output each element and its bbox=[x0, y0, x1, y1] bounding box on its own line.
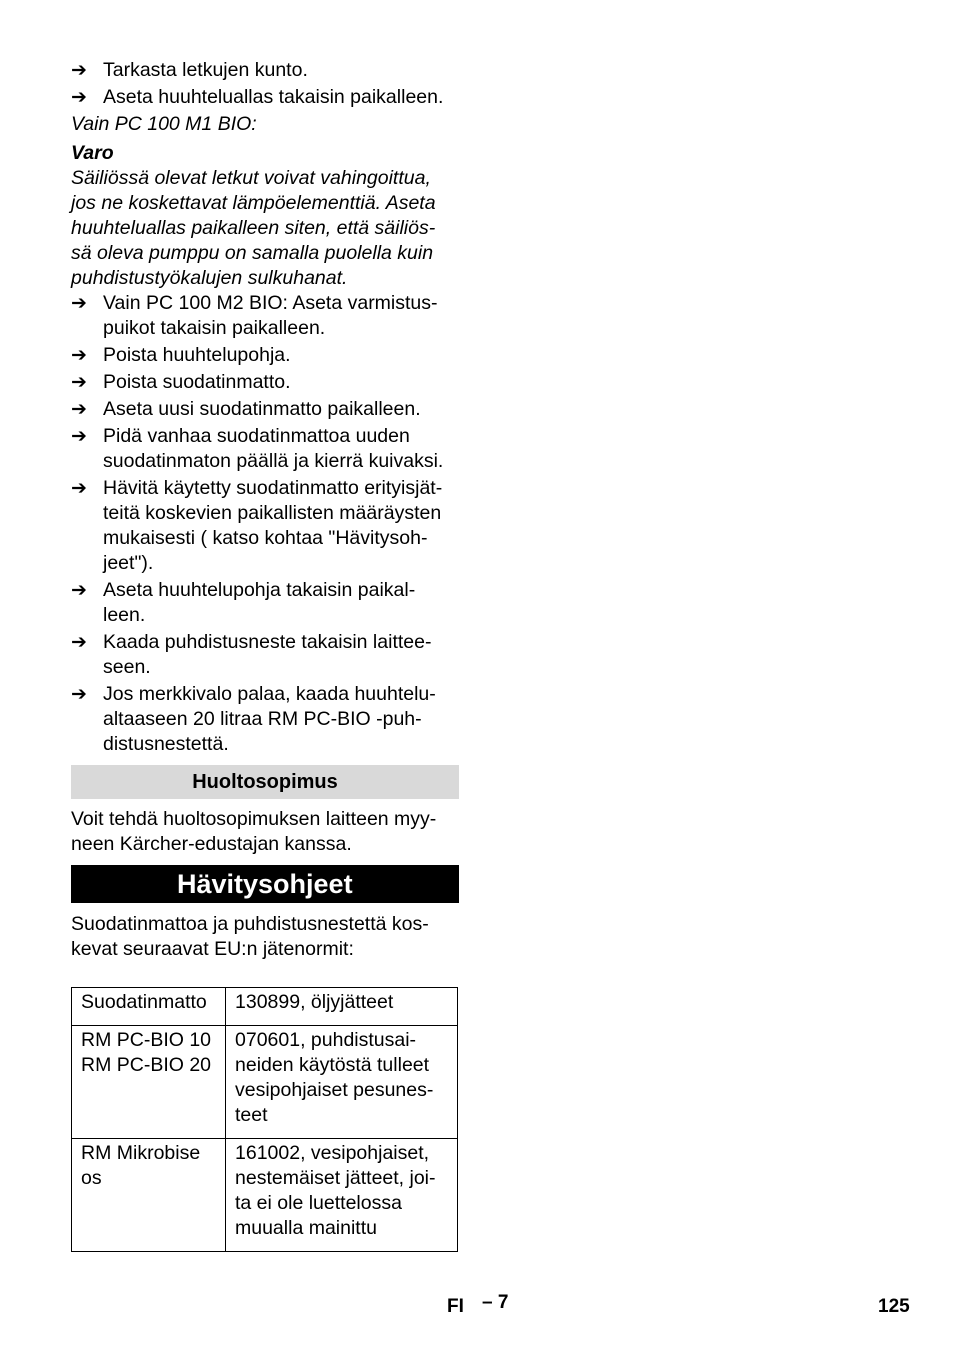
table-cell: 130899, öljyjätteet bbox=[226, 988, 458, 1026]
content-column bbox=[71, 58, 459, 1252]
footer-subpage: – 7 bbox=[482, 1292, 509, 1313]
arrow-icon: ➔ bbox=[71, 293, 87, 314]
step-item: ➔ Kaada puhdistusneste takaisin laittee- seen. bbox=[71, 631, 432, 678]
table-row bbox=[72, 988, 458, 1026]
step-item: ➔ Poista suodatinmatto. bbox=[71, 371, 291, 393]
arrow-icon: ➔ bbox=[71, 632, 87, 653]
arrow-icon: ➔ bbox=[71, 478, 87, 499]
warning-text: Säiliössä olevat letkut voivat vahingoittua, jos ne koskettavat lämpöelementtiä. Aseta huuhteluallas paikalleen siten, että säiliös- sä oleva pumppu on samalla puolella kuin puhdistustyökalujen sulkuhanat. bbox=[71, 167, 436, 289]
table-row bbox=[72, 1139, 458, 1252]
arrow-icon: ➔ bbox=[71, 60, 87, 81]
service-text: Voit tehdä huoltosopimuksen laitteen myy- neen Kärcher-edustajan kanssa. bbox=[71, 808, 437, 855]
step-item: ➔ Aseta huuhteluallas takaisin paikalleen. bbox=[71, 86, 444, 108]
waste-code-table bbox=[71, 987, 458, 1252]
table-row bbox=[72, 1026, 458, 1139]
arrow-icon: ➔ bbox=[71, 372, 87, 393]
disposal-heading: Hävitysohjeet bbox=[71, 865, 459, 903]
step-item: ➔ Pidä vanhaa suodatinmattoa uuden suodatinmaton päällä ja kierrä kuivaksi. bbox=[71, 425, 444, 472]
arrow-icon: ➔ bbox=[71, 399, 87, 420]
arrow-icon: ➔ bbox=[71, 345, 87, 366]
step-item: ➔ Hävitä käytetty suodatinmatto erityisjät- teitä koskevien paikallisten määräysten mukaisesti ( katso kohtaa "Hävitysoh- jeet"). bbox=[71, 477, 443, 574]
footer-language: FI bbox=[447, 1296, 464, 1317]
table-cell: RM Mikrobise os bbox=[72, 1139, 226, 1252]
arrow-icon: ➔ bbox=[71, 87, 87, 108]
table-cell: Suodatinmatto bbox=[72, 988, 226, 1026]
warning-title: Varo bbox=[71, 142, 114, 164]
step-item: ➔ Jos merkkivalo palaa, kaada huuhtelu- altaaseen 20 litraa RM PC-BIO -puh- distusnestettä. bbox=[71, 683, 436, 755]
service-heading: Huoltosopimus bbox=[71, 765, 459, 799]
model-note: Vain PC 100 M1 BIO: bbox=[71, 113, 257, 135]
arrow-icon: ➔ bbox=[71, 580, 87, 601]
step-item: ➔ Poista huuhtelupohja. bbox=[71, 344, 291, 366]
table-cell: 070601, puhdistusai- neiden käytöstä tulleet vesipohjaiset pesunes- teet bbox=[226, 1026, 458, 1139]
step-item: ➔ Aseta uusi suodatinmatto paikalleen. bbox=[71, 398, 421, 420]
arrow-icon: ➔ bbox=[71, 684, 87, 705]
disposal-text: Suodatinmattoa ja puhdistusnestettä kos- kevat seuraavat EU:n jätenormit: bbox=[71, 913, 429, 960]
step-item: ➔ Vain PC 100 M2 BIO: Aseta varmistus- puikot takaisin paikalleen. bbox=[71, 292, 438, 339]
page-number: 125 bbox=[878, 1296, 910, 1317]
arrow-icon: ➔ bbox=[71, 426, 87, 447]
table-cell: 161002, vesipohjaiset, nestemäiset jätteet, joi- ta ei ole luettelossa muualla mainittu bbox=[226, 1139, 458, 1252]
step-item: ➔ Tarkasta letkujen kunto. bbox=[71, 59, 308, 81]
table-cell: RM PC-BIO 10 RM PC-BIO 20 bbox=[72, 1026, 226, 1139]
step-item: ➔ Aseta huuhtelupohja takaisin paikal- leen. bbox=[71, 579, 416, 626]
